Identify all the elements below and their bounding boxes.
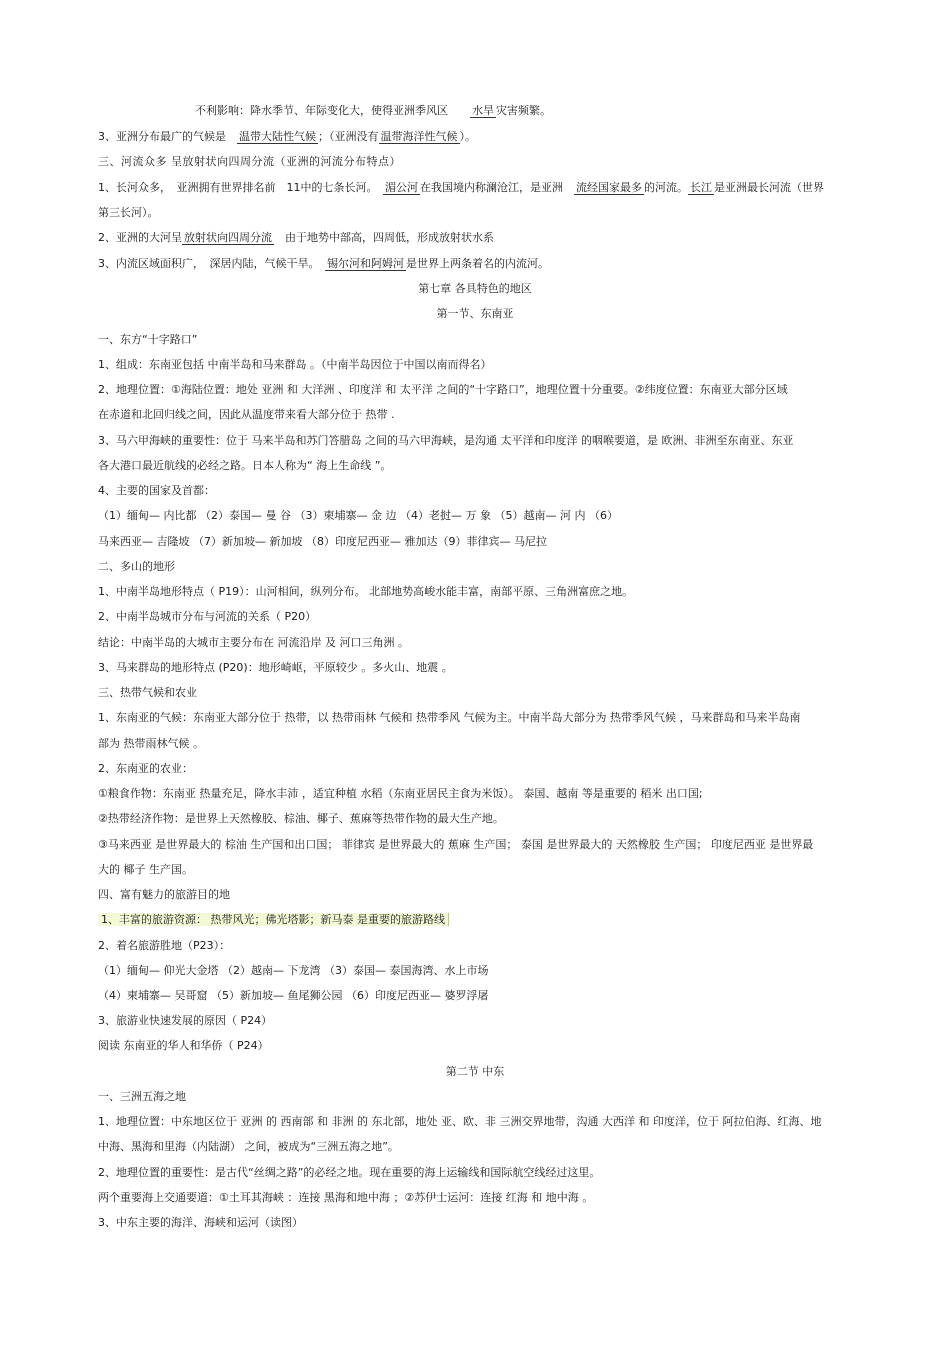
text-line: （1）缅甸— 仰光大金塔 （2）越南— 下龙湾 （3）泰国— 泰国海湾、水上市场 xyxy=(98,964,489,977)
text-line: 两个重要海上交通要道：①土耳其海峡 ：连接 黑海和地中海 ；②苏伊士运河：连接 红海 和 地中海 。 xyxy=(98,1191,594,1204)
text-line: 各大港口最近航线的必经之路。日本人称为“ 海上生命线 ”。 xyxy=(98,459,392,472)
text-line: 3、马六甲海峡的重要性：位于 马来半岛和苏门答腊岛 之间的马六甲海峡，是沟通 太平洋和印度洋 的咽喉要道，是 欧洲、非洲至东南亚、东亚 xyxy=(98,434,794,447)
text-line: 1、地理位置：中东地区位于 亚洲 的 西南部 和 非洲 的 东北部，地处 亚、欧、非 三洲交界地带，沟通 大西洋 和 印度洋，位于 阿拉伯海、红海、地 xyxy=(98,1115,822,1128)
text-line: （1）缅甸— 内比都 （2）泰国— 曼 谷 （3）柬埔寨— 金 边 （4）老挝— 万 象 （5）越南— 河 内 （6） xyxy=(98,509,618,522)
chapter-title: 第七章 各具特色的地区 xyxy=(418,282,532,295)
text-line: 3、内流区域面积广， 深居内陆，气候干旱。 锡尔河和阿姆河 是世界上两条着名的内流河。 xyxy=(98,257,549,270)
text-line: 大的 椰子 生产国。 xyxy=(98,863,193,876)
text-line: （4）柬埔寨— 吴哥窟 （5）新加坡— 鱼尾狮公园 （6）印度尼西亚— 婆罗浮屠 xyxy=(98,989,489,1002)
section-title: 第二节 中东 xyxy=(445,1065,505,1078)
section-heading: 三、河流众多 呈放射状向四周分流（亚洲的河流分布特点） xyxy=(98,155,401,168)
text-line: 2、中南半岛城市分布与河流的关系（ P20） xyxy=(98,610,317,623)
text-line: 2、东南亚的农业： xyxy=(98,762,193,775)
text-line xyxy=(98,912,449,928)
highlighted-text: 1、丰富的旅游资源： 热带风光；佛光塔影；新马泰 是重要的旅游路线 xyxy=(98,913,449,926)
text-line: ③马来西亚 是世界最大的 棕油 生产国和出口国； 菲律宾 是世界最大的 蕉麻 生产国； 泰国 是世界最大的 天然橡胶 生产国； 印度尼西亚 是世界最 xyxy=(98,838,814,851)
text-line: 1、长河众多， 亚洲拥有世界排名前 11中的七条长河。 湄公河 在我国境内称澜沧江，是亚洲 流经国家最多 的河流。 长江 是亚洲最长河流（世界 xyxy=(98,181,824,194)
section-heading: 一、东方“十字路口” xyxy=(98,333,198,346)
text-line: 1、东南亚的气候：东南亚大部分位于 热带，以 热带雨林 气候和 热带季风 气候为主。中南半岛大部分为 热带季风气候 ，马来群岛和马来半岛南 xyxy=(98,711,801,724)
text-line: 3、亚洲分布最广的气候是 温带大陆性气候 ；（亚洲没有 温带海洋性气候 ）。 xyxy=(98,130,476,143)
section-heading: 一、三洲五海之地 xyxy=(98,1090,186,1103)
text-line: 1、中南半岛地形特点（ P19）：山河相间，纵列分布。 北部地势高峻水能丰富，南部平原、三角洲富庶之地。 xyxy=(98,585,634,598)
text-line: 2、地理位置的重要性：是古代“丝绸之路”的必经之地。现在重要的海上运输线和国际航空线经过这里。 xyxy=(98,1166,601,1179)
text-line: 马来西亚— 吉隆坡 （7）新加坡— 新加坡 （8）印度尼西亚— 雅加达（9）菲律宾— 马尼拉 xyxy=(98,535,547,548)
text-line: ①粮食作物：东南亚 热量充足，降水丰沛 ，适宜种植 水稻（东南亚居民主食为米饭）。 泰国、越南 等是重要的 稻米 出口国; xyxy=(98,787,703,800)
text-line: 中海、黑海和里海（内陆湖） 之间，被成为“三洲五海之地”。 xyxy=(98,1140,399,1153)
section-heading: 二、多山的地形 xyxy=(98,560,175,573)
section-heading: 四、富有魅力的旅游目的地 xyxy=(98,888,230,901)
text-line: 4、主要的国家及首都： xyxy=(98,484,215,497)
text-line: ②热带经济作物：是世界上天然橡胶、棕油、椰子、蕉麻等热带作物的最大生产地。 xyxy=(98,812,504,825)
text-line: 阅读 东南亚的华人和华侨（ P24） xyxy=(98,1039,269,1052)
text-line: 3、马来群岛的地形特点 (P20)：地形崎岖，平原较少 。多火山、地震 。 xyxy=(98,661,453,674)
text-line: 结论：中南半岛的大城市主要分布在 河流沿岸 及 河口三角洲 。 xyxy=(98,636,409,649)
text-line: 2、亚洲的大河呈 放射状向四周分流 由于地势中部高，四周低，形成放射状水系 xyxy=(98,231,494,244)
text-line: 第三长河）。 xyxy=(98,206,159,219)
text-line: 不利影响：降水季节、年际变化大，使得亚洲季风区 水旱 灾害频繁。 xyxy=(195,104,551,117)
section-heading: 三、热带气候和农业 xyxy=(98,686,197,699)
text-line: 3、旅游业快速发展的原因（ P24） xyxy=(98,1014,273,1027)
text-line: 2、着名旅游胜地（P23）： xyxy=(98,939,231,952)
text-line: 部为 热带雨林气候 。 xyxy=(98,737,204,750)
text-line: 在赤道和北回归线之间，因此从温度带来看大部分位于 热带 . xyxy=(98,408,395,421)
text-line: 3、中东主要的海洋、海峡和运河（读图） xyxy=(98,1216,303,1229)
text-line: 1、组成：东南亚包括 中南半岛和马来群岛 。（中南半岛因位于中国以南而得名） xyxy=(98,358,492,371)
text-line: 2、地理位置：①海陆位置：地处 亚洲 和 大洋洲 、印度洋 和 太平洋 之间的“十字路口”，地理位置十分重要。②纬度位置：东南亚大部分区域 xyxy=(98,383,788,396)
section-title: 第一节、东南亚 xyxy=(436,307,514,320)
